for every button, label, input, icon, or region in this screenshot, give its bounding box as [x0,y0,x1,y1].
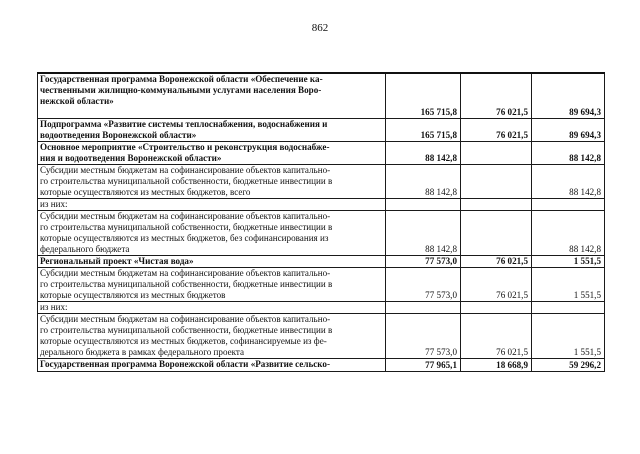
table-row [38,165,605,199]
row-name-cell: Подпрограмма «Развитие системы теплоснабжения, водоснабжения и водоотведения Воронежской области» [38,119,386,142]
budget-table-body [38,73,605,372]
federal-value-cell [461,165,532,199]
table-row [38,268,605,302]
total-value-cell [386,302,461,314]
regional-value-cell [532,199,605,211]
regional-value-cell: 88 142,8 [532,142,605,165]
row-name-cell: Субсидии местным бюджетам на софинансирование объектов капитально- го строительства муниципальной собственности, бюджетные инвестиции в которые осуществляются из местных бюджетов, без софинансирования из федерального бюджета [38,211,386,256]
budget-table [37,72,605,372]
table-row [38,142,605,165]
total-value-cell: 77 573,0 [386,268,461,302]
total-value-cell: 77 573,0 [386,256,461,268]
total-value-cell: 88 142,8 [386,142,461,165]
regional-value-cell [532,302,605,314]
total-value-cell: 77 573,0 [386,314,461,359]
row-name-cell: Субсидии местным бюджетам на софинансирование объектов капитально- го строительства муниципальной собственности, бюджетные инвестиции в которые осуществляются из местных бюджетов, софинансируемые из фе- дерального бюджета в рамках федерального проекта [38,314,386,359]
regional-value-cell: 1 551,5 [532,314,605,359]
federal-value-cell: 76 021,5 [461,314,532,359]
regional-value-cell: 1 551,5 [532,256,605,268]
table-row [38,256,605,268]
page-number: 862 [311,22,329,34]
total-value-cell: 88 142,8 [386,165,461,199]
total-value-cell: 165 715,8 [386,119,461,142]
row-name-cell: из них: [38,302,386,314]
total-value-cell: 88 142,8 [386,211,461,256]
row-name-cell: Региональный проект «Чистая вода» [38,256,386,268]
federal-value-cell: 76 021,5 [461,119,532,142]
row-name-cell: Основное мероприятие «Строительство и реконструкция водоснабже- ния и водоотведения Воронежской области» [38,142,386,165]
row-name-cell: Государственная программа Воронежской области «Обеспечение ка- чественными жилищно-коммунальными услугами населения Воро- нежской области» [38,73,386,119]
table-row [38,314,605,359]
table-row [38,119,605,142]
federal-value-cell: 76 021,5 [461,256,532,268]
table-row [38,359,605,372]
federal-value-cell [461,142,532,165]
total-value-cell: 77 965,1 [386,359,461,372]
total-value-cell [386,199,461,211]
federal-value-cell: 76 021,5 [461,268,532,302]
regional-value-cell: 88 142,8 [532,211,605,256]
row-name-cell: Субсидии местным бюджетам на софинансирование объектов капитально- го строительства муниципальной собственности, бюджетные инвестиции в которые осуществляются из местных бюджетов, всего [38,165,386,199]
regional-value-cell: 88 142,8 [532,165,605,199]
table-row [38,211,605,256]
table-row [38,73,605,119]
regional-value-cell: 59 296,2 [532,359,605,372]
row-name-cell: Субсидии местным бюджетам на софинансирование объектов капитально- го строительства муниципальной собственности, бюджетные инвестиции в которые осуществляются из местных бюджетов [38,268,386,302]
federal-value-cell [461,302,532,314]
federal-value-cell: 18 668,9 [461,359,532,372]
federal-value-cell: 76 021,5 [461,73,532,119]
regional-value-cell: 89 694,3 [532,119,605,142]
regional-value-cell: 89 694,3 [532,73,605,119]
table-row [38,199,605,211]
federal-value-cell [461,211,532,256]
table-row [38,302,605,314]
row-name-cell: Государственная программа Воронежской области «Развитие сельско- [38,359,386,372]
total-value-cell: 165 715,8 [386,73,461,119]
regional-value-cell: 1 551,5 [532,268,605,302]
row-name-cell: из них: [38,199,386,211]
federal-value-cell [461,199,532,211]
